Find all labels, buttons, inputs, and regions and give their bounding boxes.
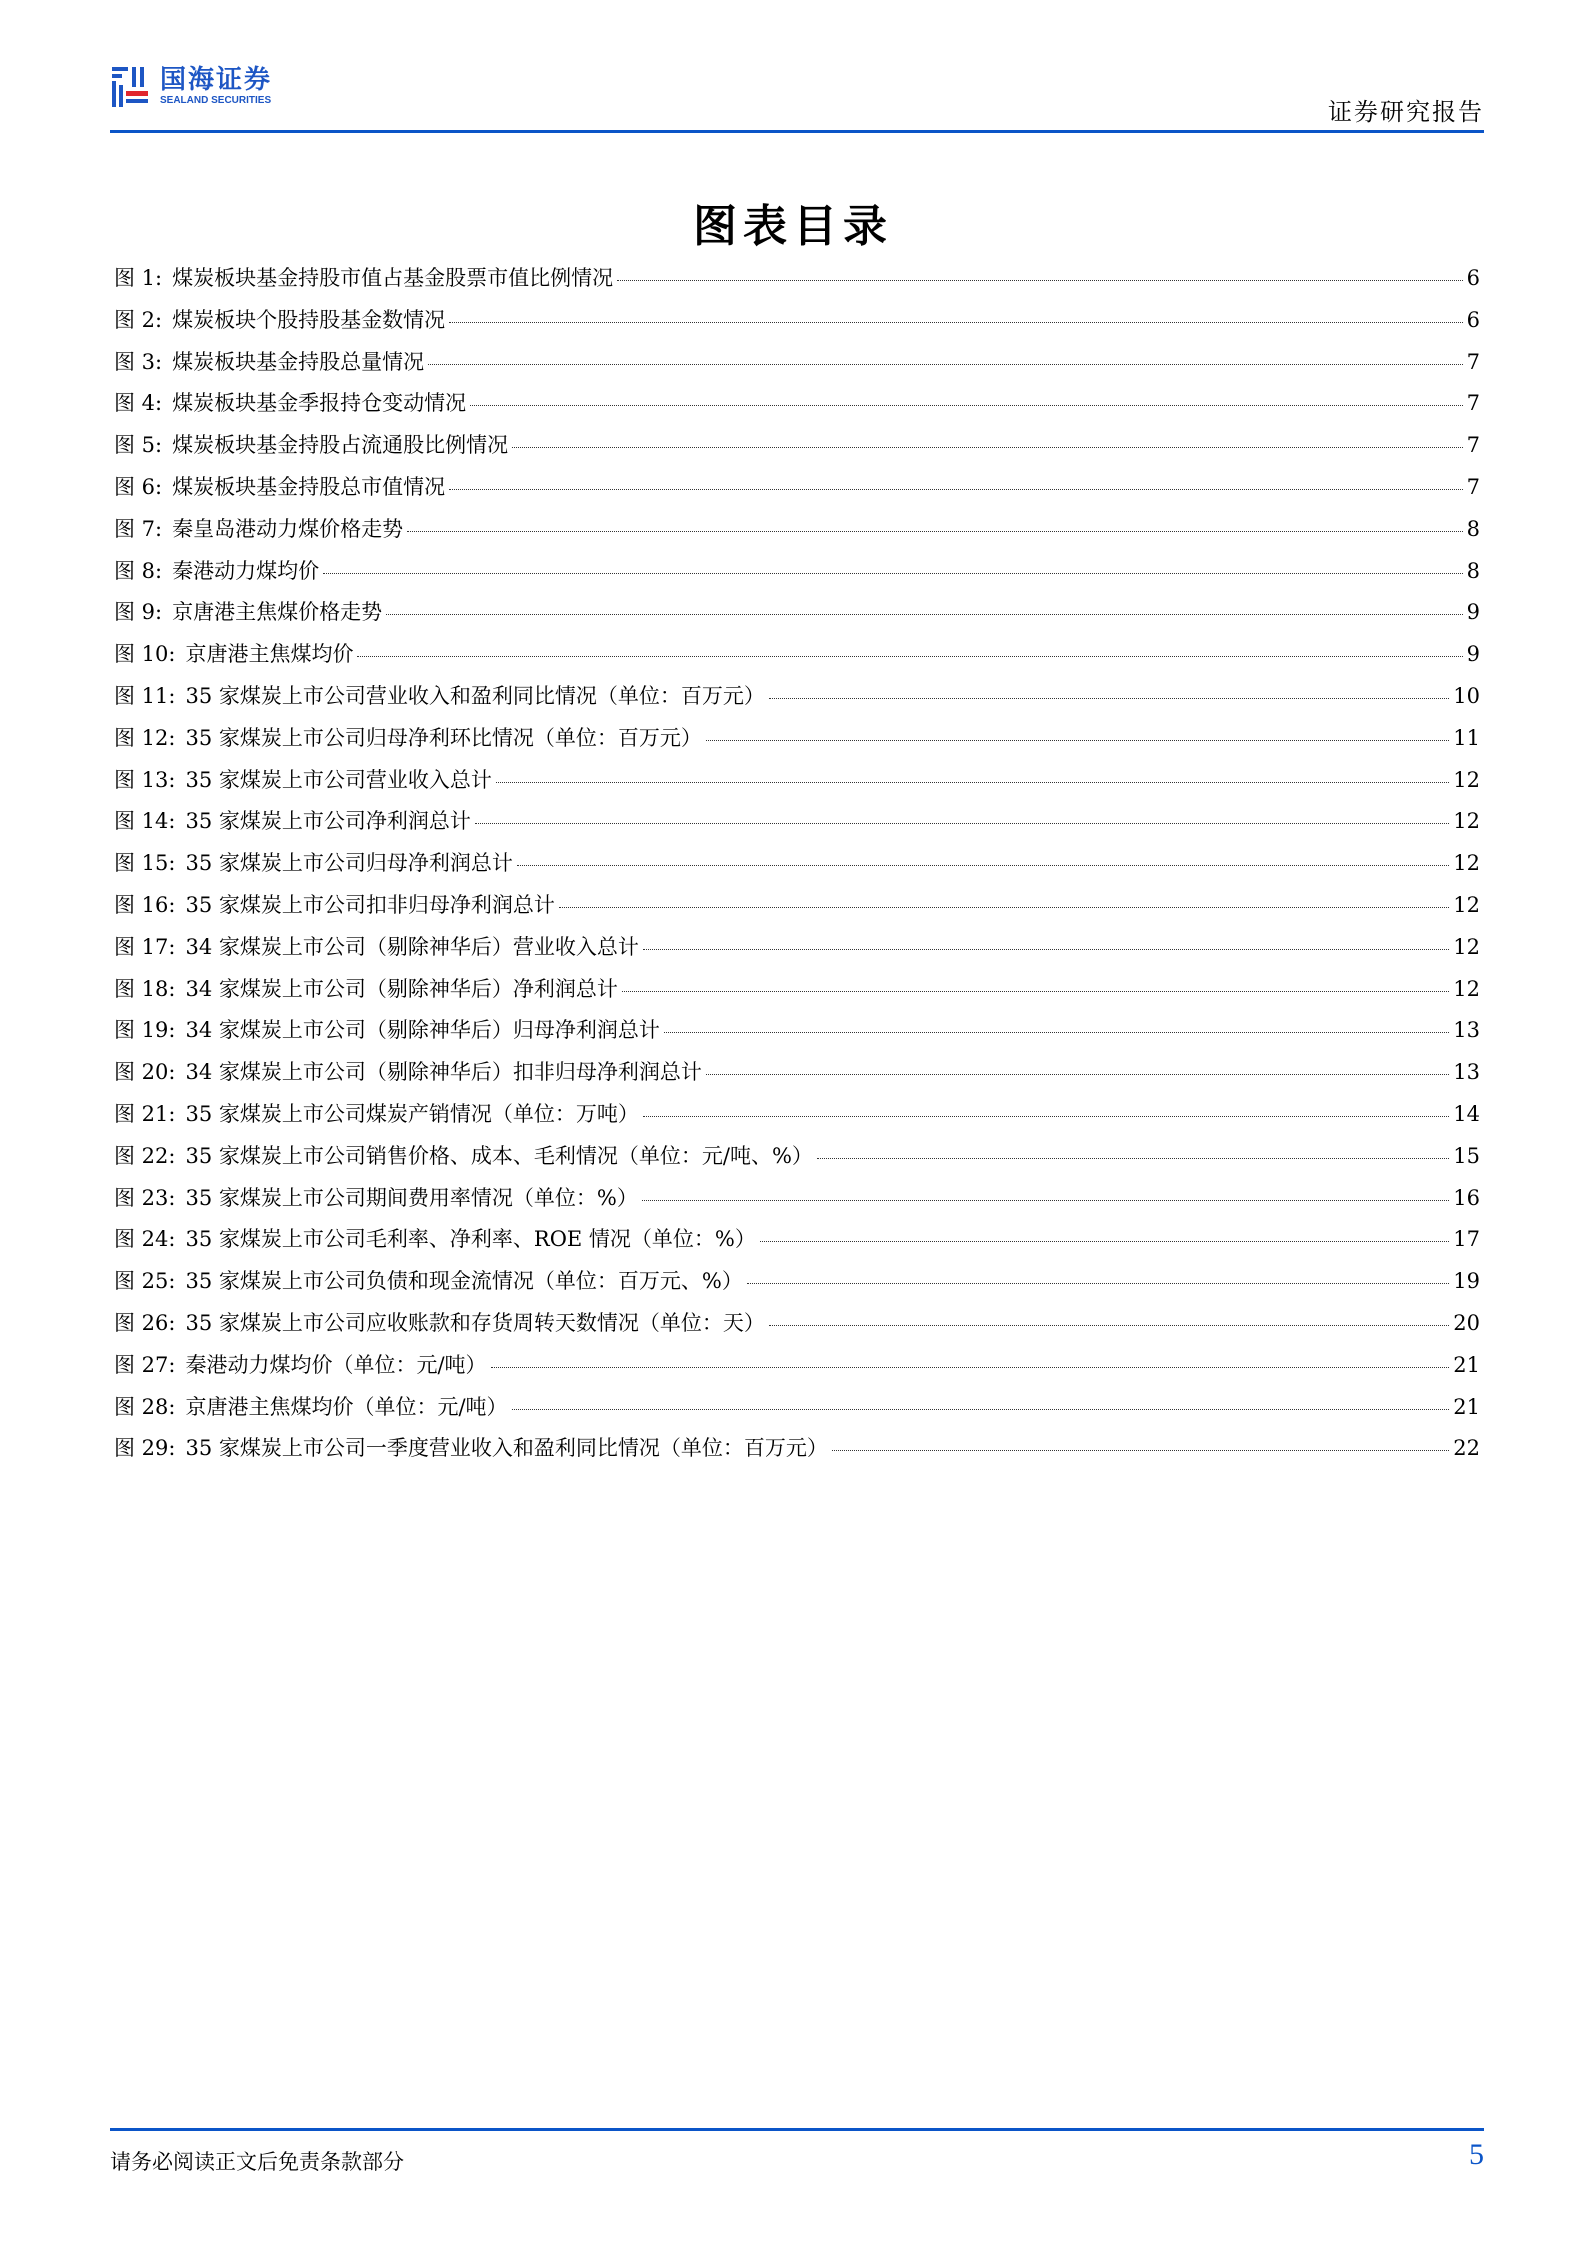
- toc-entry[interactable]: [114, 1014, 1480, 1056]
- toc-entry-label[interactable]: [114, 931, 639, 961]
- toc-figure-number: 图 4:: [114, 391, 163, 416]
- toc-figure-number: 图 27:: [114, 1352, 176, 1377]
- toc-entry[interactable]: [114, 1265, 1480, 1307]
- toc-entry-label[interactable]: [114, 680, 765, 710]
- report-type-label: 证券研究报告: [1328, 98, 1484, 126]
- toc-figure-number: 图 9:: [114, 600, 163, 625]
- toc-entry-label[interactable]: [114, 889, 555, 919]
- toc-entry-label[interactable]: [114, 1140, 813, 1170]
- toc-figure-number: 图 1:: [114, 266, 163, 290]
- toc-page-number[interactable]: 13: [1453, 1060, 1480, 1085]
- toc-entry-label[interactable]: [114, 973, 618, 1003]
- toc-page-number[interactable]: 17: [1453, 1227, 1480, 1252]
- toc-page-number[interactable]: 12: [1453, 809, 1480, 834]
- toc-figure-number: 图 17:: [114, 934, 176, 959]
- toc-figure-title: 35 家煤炭上市公司销售价格、成本、毛利情况（单位：元/吨、%）: [185, 1143, 813, 1168]
- toc-figure-title: 35 家煤炭上市公司期间费用率情况（单位：%）: [185, 1185, 638, 1210]
- toc-dot-leader: [512, 446, 1463, 448]
- toc-entry[interactable]: [114, 1223, 1480, 1265]
- toc-dot-leader: [323, 572, 1463, 574]
- toc-entry[interactable]: [114, 429, 1480, 471]
- toc-dot-leader: [491, 1366, 1450, 1368]
- logo-english-name: SEALAND SECURITIES: [160, 95, 272, 106]
- toc-figure-number: 图 16:: [114, 892, 176, 917]
- toc-entry[interactable]: [114, 931, 1480, 973]
- toc-dot-leader: [470, 404, 1463, 406]
- toc-entry[interactable]: [114, 1432, 1480, 1474]
- toc-entry-label[interactable]: [114, 722, 702, 752]
- toc-figure-title: 35 家煤炭上市公司扣非归母净利润总计: [185, 892, 555, 917]
- toc-entry[interactable]: [114, 638, 1480, 680]
- toc-figure-number: 图 7:: [114, 516, 163, 541]
- toc-page-number[interactable]: 8: [1466, 516, 1480, 541]
- toc-entry[interactable]: [114, 471, 1480, 513]
- figure-table-of-contents: [114, 262, 1480, 1474]
- toc-figure-number: 图 10:: [114, 642, 176, 667]
- toc-dot-leader: [642, 1199, 1449, 1201]
- toc-entry-label[interactable]: [114, 638, 353, 668]
- header-divider: [110, 130, 1484, 133]
- toc-entry-label[interactable]: [114, 1223, 756, 1253]
- toc-figure-number: 图 2:: [114, 307, 163, 332]
- toc-dot-leader: [496, 781, 1449, 783]
- toc-page-number[interactable]: 7: [1466, 474, 1480, 499]
- toc-entry[interactable]: [114, 1307, 1480, 1349]
- toc-figure-title: 煤炭板块基金持股总量情况: [172, 349, 425, 374]
- toc-page-number[interactable]: 15: [1453, 1143, 1480, 1168]
- toc-entry-label[interactable]: [114, 847, 513, 877]
- toc-figure-number: 图 12:: [114, 725, 176, 750]
- toc-dot-leader: [769, 697, 1449, 699]
- toc-entry[interactable]: [114, 555, 1480, 597]
- footer-divider: [110, 2128, 1484, 2131]
- toc-entry[interactable]: [114, 596, 1480, 638]
- toc-figure-number: 图 5:: [114, 433, 163, 458]
- sealand-logo-icon: [110, 65, 150, 109]
- toc-entry[interactable]: [114, 1391, 1480, 1433]
- page-number: 5: [1469, 2138, 1484, 2171]
- toc-page-number[interactable]: 12: [1453, 851, 1480, 876]
- toc-figure-title: 煤炭板块基金持股占流通股比例情况: [172, 433, 509, 458]
- toc-dot-leader: [559, 906, 1449, 908]
- toc-figure-number: 图 21:: [114, 1101, 176, 1126]
- toc-page-number[interactable]: 9: [1466, 642, 1480, 667]
- toc-page-number[interactable]: 22: [1453, 1436, 1480, 1461]
- toc-dot-leader: [475, 822, 1449, 824]
- toc-entry-label[interactable]: [114, 304, 445, 334]
- toc-entry[interactable]: [114, 680, 1480, 722]
- toc-entry-label[interactable]: [114, 513, 403, 543]
- toc-entry-label[interactable]: [114, 429, 508, 459]
- toc-figure-title: 34 家煤炭上市公司（剔除神华后）营业收入总计: [185, 934, 639, 959]
- toc-figure-number: 图 6:: [114, 474, 163, 499]
- toc-page-number[interactable]: 13: [1453, 1018, 1480, 1043]
- toc-page-number[interactable]: 7: [1466, 391, 1480, 416]
- toc-dot-leader: [622, 990, 1449, 992]
- toc-figure-number: 图 26:: [114, 1310, 176, 1335]
- toc-figure-title: 煤炭板块个股持股基金数情况: [172, 307, 446, 332]
- toc-dot-leader: [832, 1449, 1449, 1451]
- toc-dot-leader: [643, 948, 1449, 950]
- toc-dot-leader: [386, 613, 1463, 615]
- page-header: [110, 62, 1484, 132]
- toc-entry[interactable]: [114, 387, 1480, 429]
- toc-page-number[interactable]: 7: [1466, 433, 1480, 458]
- toc-dot-leader: [706, 739, 1449, 741]
- toc-dot-leader: [449, 488, 1463, 490]
- toc-figure-title: 秦皇岛港动力煤价格走势: [172, 516, 404, 541]
- toc-entry-label[interactable]: [114, 262, 613, 292]
- toc-page-number[interactable]: 20: [1453, 1310, 1480, 1335]
- toc-figure-title: 35 家煤炭上市公司应收账款和存货周转天数情况（单位：天）: [185, 1310, 765, 1335]
- toc-figure-title: 35 家煤炭上市公司毛利率、净利率、ROE 情况（单位：%）: [185, 1227, 756, 1252]
- toc-page-number[interactable]: 12: [1453, 892, 1480, 917]
- toc-entry[interactable]: [114, 513, 1480, 555]
- toc-page-number[interactable]: 8: [1466, 558, 1480, 583]
- toc-figure-title: 京唐港主焦煤价格走势: [172, 600, 383, 625]
- toc-figure-title: 35 家煤炭上市公司煤炭产销情况（单位：万吨）: [185, 1101, 639, 1126]
- toc-entry-label[interactable]: [114, 1391, 508, 1421]
- toc-figure-title: 秦港动力煤均价: [172, 558, 320, 583]
- toc-entry-label[interactable]: [114, 1014, 660, 1044]
- toc-entry[interactable]: [114, 722, 1480, 764]
- toc-dot-leader: [449, 321, 1463, 323]
- toc-figure-title: 35 家煤炭上市公司负债和现金流情况（单位：百万元、%）: [185, 1269, 743, 1294]
- toc-figure-title: 35 家煤炭上市公司归母净利润总计: [185, 851, 513, 876]
- toc-dot-leader: [769, 1324, 1449, 1326]
- toc-entry[interactable]: [114, 847, 1480, 889]
- toc-figure-number: 图 25:: [114, 1269, 176, 1294]
- toc-page-number[interactable]: 12: [1453, 976, 1480, 1001]
- toc-figure-number: 图 19:: [114, 1018, 176, 1043]
- toc-figure-number: 图 22:: [114, 1143, 176, 1168]
- toc-entry-label[interactable]: [114, 1432, 828, 1462]
- toc-figure-title: 35 家煤炭上市公司营业收入和盈利同比情况（单位：百万元）: [185, 683, 765, 708]
- toc-page-number[interactable]: 6: [1466, 307, 1480, 332]
- toc-entry[interactable]: [114, 262, 1480, 304]
- toc-dot-leader: [643, 1115, 1449, 1117]
- toc-figure-number: 图 3:: [114, 349, 163, 374]
- toc-page-number[interactable]: 19: [1453, 1269, 1480, 1294]
- toc-figure-number: 图 29:: [114, 1436, 176, 1461]
- toc-entry[interactable]: [114, 764, 1480, 806]
- toc-figure-number: 图 8:: [114, 558, 163, 583]
- toc-figure-title: 34 家煤炭上市公司（剔除神华后）扣非归母净利润总计: [185, 1060, 702, 1085]
- toc-entry-label[interactable]: [114, 805, 471, 835]
- toc-entry[interactable]: [114, 304, 1480, 346]
- toc-figure-number: 图 20:: [114, 1060, 176, 1085]
- toc-figure-title: 35 家煤炭上市公司净利润总计: [185, 809, 471, 834]
- toc-entry[interactable]: [114, 346, 1480, 388]
- company-logo: [110, 62, 272, 112]
- toc-entry-label[interactable]: [114, 1056, 702, 1086]
- toc-page-number[interactable]: 7: [1466, 349, 1480, 374]
- toc-entry-label[interactable]: [114, 1182, 638, 1212]
- toc-figure-title: 34 家煤炭上市公司（剔除神华后）归母净利润总计: [185, 1018, 660, 1043]
- toc-entry-label[interactable]: [114, 596, 382, 626]
- toc-entry-label[interactable]: [114, 1265, 743, 1295]
- toc-figure-number: 图 23:: [114, 1185, 176, 1210]
- toc-figure-title: 煤炭板块基金持股市值占基金股票市值比例情况: [172, 266, 614, 290]
- toc-entry-label[interactable]: [114, 1098, 639, 1128]
- toc-dot-leader: [428, 363, 1463, 365]
- footer-disclaimer: 请务必阅读正文后免责条款部分: [110, 2150, 404, 2174]
- toc-dot-leader: [706, 1073, 1449, 1075]
- toc-figure-title: 34 家煤炭上市公司（剔除神华后）净利润总计: [185, 976, 618, 1001]
- toc-page-number[interactable]: 21: [1453, 1394, 1480, 1419]
- toc-dot-leader: [357, 655, 1462, 657]
- toc-page-number[interactable]: 9: [1466, 600, 1480, 625]
- page-title: 图表目录: [693, 201, 893, 252]
- toc-dot-leader: [512, 1408, 1450, 1410]
- toc-figure-title: 煤炭板块基金季报持仓变动情况: [172, 391, 467, 416]
- toc-page-number[interactable]: 11: [1453, 725, 1480, 750]
- toc-figure-title: 秦港动力煤均价（单位：元/吨）: [185, 1352, 487, 1377]
- toc-entry-label[interactable]: [114, 471, 445, 501]
- toc-figure-title: 35 家煤炭上市公司一季度营业收入和盈利同比情况（单位：百万元）: [185, 1436, 828, 1461]
- toc-dot-leader: [617, 279, 1463, 281]
- toc-page-number[interactable]: 6: [1466, 266, 1480, 290]
- toc-figure-title: 京唐港主焦煤均价（单位：元/吨）: [185, 1394, 508, 1419]
- toc-dot-leader: [747, 1282, 1449, 1284]
- toc-figure-title: 35 家煤炭上市公司营业收入总计: [185, 767, 492, 792]
- toc-entry[interactable]: [114, 973, 1480, 1015]
- toc-figure-number: 图 14:: [114, 809, 176, 834]
- toc-entry[interactable]: [114, 1140, 1480, 1182]
- toc-figure-number: 图 11:: [114, 683, 176, 708]
- toc-entry-label[interactable]: [114, 764, 492, 794]
- toc-figure-number: 图 24:: [114, 1227, 176, 1252]
- toc-figure-number: 图 13:: [114, 767, 176, 792]
- toc-entry[interactable]: [114, 889, 1480, 931]
- toc-entry[interactable]: [114, 1349, 1480, 1391]
- toc-dot-leader: [664, 1031, 1449, 1033]
- toc-page-number[interactable]: 21: [1453, 1352, 1480, 1377]
- toc-dot-leader: [760, 1240, 1449, 1242]
- toc-entry[interactable]: [114, 805, 1480, 847]
- toc-dot-leader: [517, 864, 1449, 866]
- toc-entry[interactable]: [114, 1098, 1480, 1140]
- toc-dot-leader: [407, 530, 1463, 532]
- toc-figure-title: 煤炭板块基金持股总市值情况: [172, 474, 446, 499]
- toc-entry[interactable]: [114, 1182, 1480, 1224]
- toc-figure-number: 图 15:: [114, 851, 176, 876]
- toc-figure-number: 图 28:: [114, 1394, 176, 1419]
- toc-entry[interactable]: [114, 1056, 1480, 1098]
- toc-dot-leader: [817, 1157, 1449, 1159]
- toc-page-number[interactable]: 10: [1453, 683, 1480, 708]
- toc-entry-label[interactable]: [114, 555, 319, 585]
- toc-entry-label[interactable]: [114, 1349, 487, 1379]
- toc-page-number[interactable]: 16: [1453, 1185, 1480, 1210]
- toc-page-number[interactable]: 14: [1453, 1101, 1480, 1126]
- toc-figure-title: 京唐港主焦煤均价: [185, 642, 354, 667]
- toc-page-number[interactable]: 12: [1453, 934, 1480, 959]
- logo-chinese-name: 国海证券: [160, 65, 273, 95]
- toc-entry-label[interactable]: [114, 1307, 765, 1337]
- toc-page-number[interactable]: 12: [1453, 767, 1480, 792]
- toc-entry-label[interactable]: [114, 387, 466, 417]
- toc-figure-title: 35 家煤炭上市公司归母净利环比情况（单位：百万元）: [185, 725, 702, 750]
- toc-figure-number: 图 18:: [114, 976, 176, 1001]
- toc-entry-label[interactable]: [114, 346, 424, 376]
